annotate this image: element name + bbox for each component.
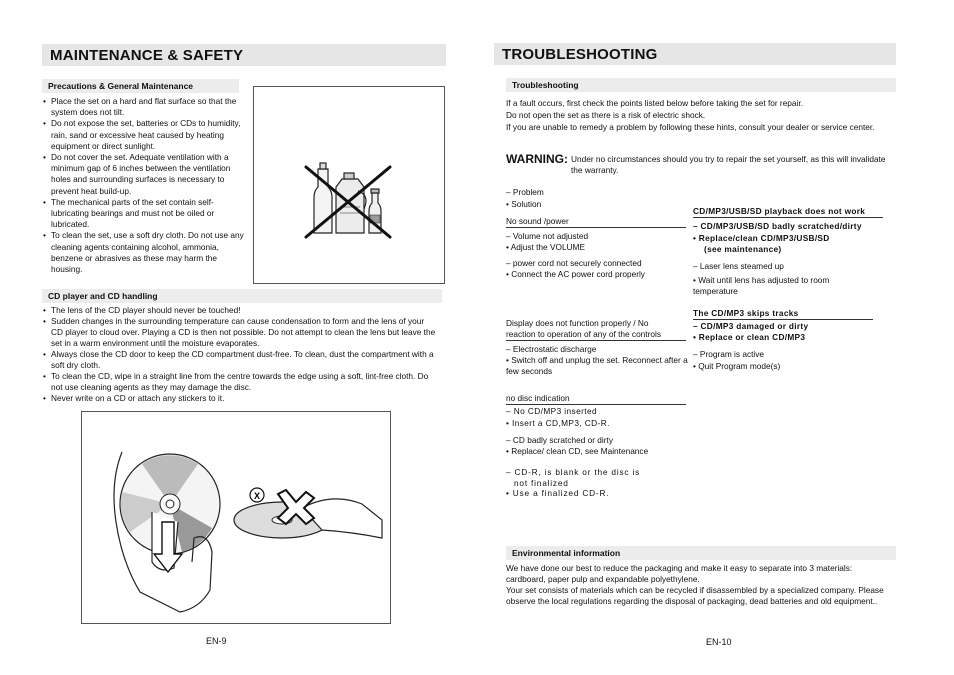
intro-line-2: Do not open the set as there is a risk of electric shock. (506, 110, 706, 120)
skip-problem-2: – Program is active (693, 349, 765, 359)
no-sound-solution-2: • Connect the AC power cord properly (506, 269, 645, 279)
intro-line-3: If you are unable to remedy a problem by following these hints, consult your dealer or service center. (506, 122, 875, 132)
precautions-list (42, 96, 246, 275)
warning-text: Under no circumstances should you try to repair the set yourself, as this will invalidate the warranty. (571, 154, 886, 176)
list-item: • To clean the CD, wipe in a straight line from the centre towards the edge using a soft, lint-free cloth. Do not use cleaning agents as they may damage the disc. (42, 371, 438, 393)
list-item: • Never write on a CD or attach any stickers to it. (42, 393, 438, 404)
env-text-1: We have done our best to reduce the packaging and make it easy to separate into 3 materials: cardboard, paper pulp and expandable polyethylene. (506, 563, 853, 585)
troubleshooting-heading: Troubleshooting (512, 80, 579, 90)
right-page-number: EN-10 (706, 637, 732, 647)
cleaning-agents-illustration (253, 86, 445, 284)
usb-title: CD/MP3/USB/SD playback does not work (693, 206, 883, 218)
warning-label: WARNING: (506, 152, 568, 166)
usb-problem-2: – Laser lens steamed up (693, 261, 784, 271)
intro-line-1: If a fault occurs, first check the points listed below before taking the set for repair. (506, 98, 803, 108)
legend-problem: – Problem (506, 187, 544, 197)
skip-solution-1: • Replace or clean CD/MP3 (693, 332, 806, 342)
usb-problem-1: – CD/MP3/USB/SD badly scratched/dirty (693, 221, 862, 231)
display-title-line-2: reaction to operation of any of the controls (506, 329, 686, 341)
display-title-line-1: Display does not function properly / No (506, 318, 649, 328)
usb-solution-2: • Wait until lens has adjusted to room temperature (693, 275, 830, 297)
no-sound-problem-1: – Volume not adjusted (506, 231, 589, 241)
list-item: • Place the set on a hard and flat surface so that the system does not tilt. (42, 96, 246, 118)
list-item: • Sudden changes in the surrounding temperature can cause condensation to form and the lens of your CD player to cloud over. Playing a CD is then not possible. Do not attempt to clean the lens but leave the set in a warm environment until the moisture evaporates. (42, 316, 438, 349)
display-solution-1: • Switch off and unplug the set. Reconnect after a few seconds (506, 355, 688, 377)
skip-title: The CD/MP3 skips tracks (693, 308, 873, 320)
usb-solution-1-line-1: • Replace/clean CD/MP3/USB/SD (693, 233, 830, 243)
left-page-number: EN-9 (206, 636, 227, 646)
cd-wipe-icon (82, 412, 390, 623)
figure-mark: X (253, 491, 261, 501)
precautions-heading: Precautions & General Maintenance (48, 81, 194, 91)
list-item: • The lens of the CD player should never be touched! (42, 305, 438, 316)
disc-solution-2: • Replace/ clean CD, see Maintenance (506, 446, 649, 456)
legend-solution: • Solution (506, 199, 542, 209)
list-item: • The mechanical parts of the set contain self-lubricating bearings and must not be oiled or lubricated. (42, 197, 246, 231)
usb-solution-1-line-2: (see maintenance) (704, 244, 782, 254)
disc-problem-2: – CD badly scratched or dirty (506, 435, 613, 445)
list-item: • Do not cover the set. Adequate ventilation with a minimum gap of 6 inches between the ventilation holes and surrounding surfaces is necessary to prevent heat build-up. (42, 152, 246, 197)
no-sound-title: No sound /power (506, 216, 686, 228)
skip-problem-1: – CD/MP3 damaged or dirty (693, 321, 809, 331)
display-problem-1: – Electrostatic discharge (506, 344, 597, 354)
right-page-title: TROUBLESHOOTING (502, 46, 658, 63)
no-sound-problem-2: – power cord not securely connected (506, 258, 642, 268)
disc-problem-3-line-1: – CD-R, is blank or the disc is (506, 467, 641, 477)
env-heading: Environmental information (512, 548, 621, 558)
disc-problem-1: – No CD/MP3 inserted (506, 406, 598, 416)
crossed-bottles-icon (254, 87, 444, 283)
disc-solution-3: • Use a finalized CD-R. (506, 488, 610, 498)
skip-solution-2: • Quit Program mode(s) (693, 361, 781, 371)
no-sound-solution-1: • Adjust the VOLUME (506, 242, 585, 252)
disc-problem-3-line-2: not finalized (514, 478, 569, 488)
list-item: • Do not expose the set, batteries or CDs to humidity, rain, sand or excessive heat caused by heating equipment or direct sunlight. (42, 118, 246, 152)
cd-heading: CD player and CD handling (48, 291, 158, 301)
disc-title: no disc indication (506, 393, 686, 405)
cd-handling-list (42, 305, 438, 404)
list-item: • To clean the set, use a soft dry cloth. Do not use any cleaning agents containing alcohol, ammonia, benzene or abrasives as these may harm the housing. (42, 230, 246, 275)
disc-solution-1: • Insert a CD,MP3, CD-R. (506, 418, 610, 428)
list-item: • Always close the CD door to keep the CD compartment dust-free. To clean, dust the compartment with a soft dry cloth. (42, 349, 438, 371)
cd-handling-illustration (81, 411, 391, 624)
env-text-2: Your set consists of materials which can be recycled if disassembled by a specialized company. Please observe the local regulations regarding the disposal of packaging, dead batteries and old equipment.. (506, 585, 884, 607)
left-page-title: MAINTENANCE & SAFETY (50, 47, 244, 64)
